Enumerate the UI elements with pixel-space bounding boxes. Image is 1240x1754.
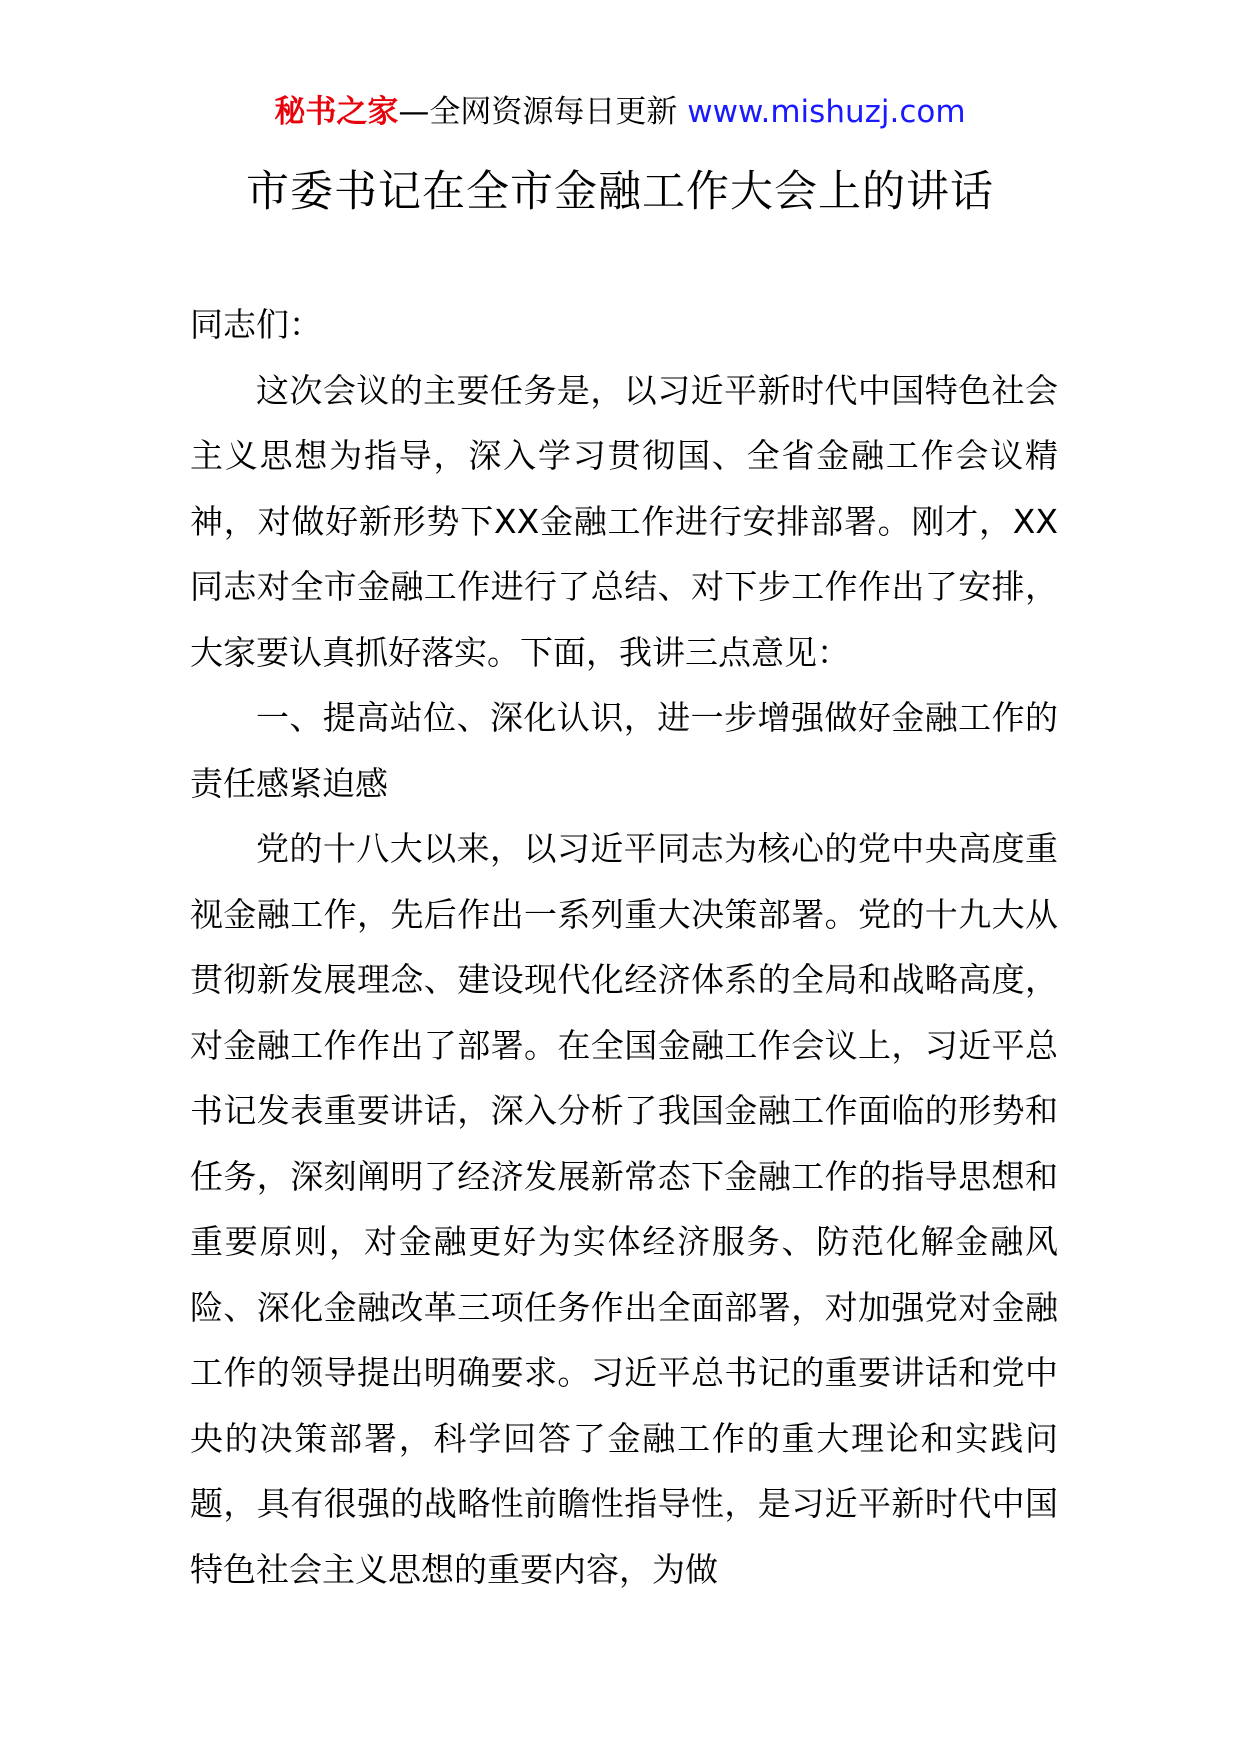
site-header [0, 92, 1240, 132]
section-heading-1: 一、提高站位、深化认识，进一步增强做好金融工作的责任感紧迫感 [190, 698, 1058, 803]
document-body [190, 292, 1058, 1602]
paragraph-intro: 这次会议的主要任务是，以习近平新时代中国特色社会主义思想为指导，深入学习贯彻国、全省金融工作会议精神，对做好新形势下XX金融工作进行安排部署。刚才，XX同志对全市金融工作进行了总结、对下步工作作出了安排，大家要认真抓好落实。下面，我讲三点意见： [190, 370, 1058, 672]
document-title: 市委书记在全市金融工作大会上的讲话 [246, 167, 994, 217]
site-url-link[interactable]: www.mishuzj.com [687, 94, 966, 130]
brand-name: 秘书之家 [274, 94, 399, 130]
header-tagline: —全网资源每日更新 [398, 94, 678, 130]
paragraph-section-1: 党的十八大以来，以习近平同志为核心的党中央高度重视金融工作，先后作出一系列重大决策部署。党的十九大从贯彻新发展理念、建设现代化经济体系的全局和战略高度，对金融工作作出了部署。在全国金融工作会议上，习近平总书记发表重要讲话，深入分析了我国金融工作面临的形势和任务，深刻阐明了经济发展新常态下金融工作的指导思想和重要原则，对金融更好为实体经济服务、防范化解金融风险、深化金融改革三项任务作出全面部署，对加强党对金融工作的领导提出明确要求。习近平总书记的重要讲话和党中央的决策部署，科学回答了金融工作的重大理论和实践问题，具有很强的战略性前瞻性指导性，是习近平新时代中国特色社会主义思想的重要内容，为做 [190, 829, 1058, 1589]
salutation: 同志们： [190, 305, 322, 344]
